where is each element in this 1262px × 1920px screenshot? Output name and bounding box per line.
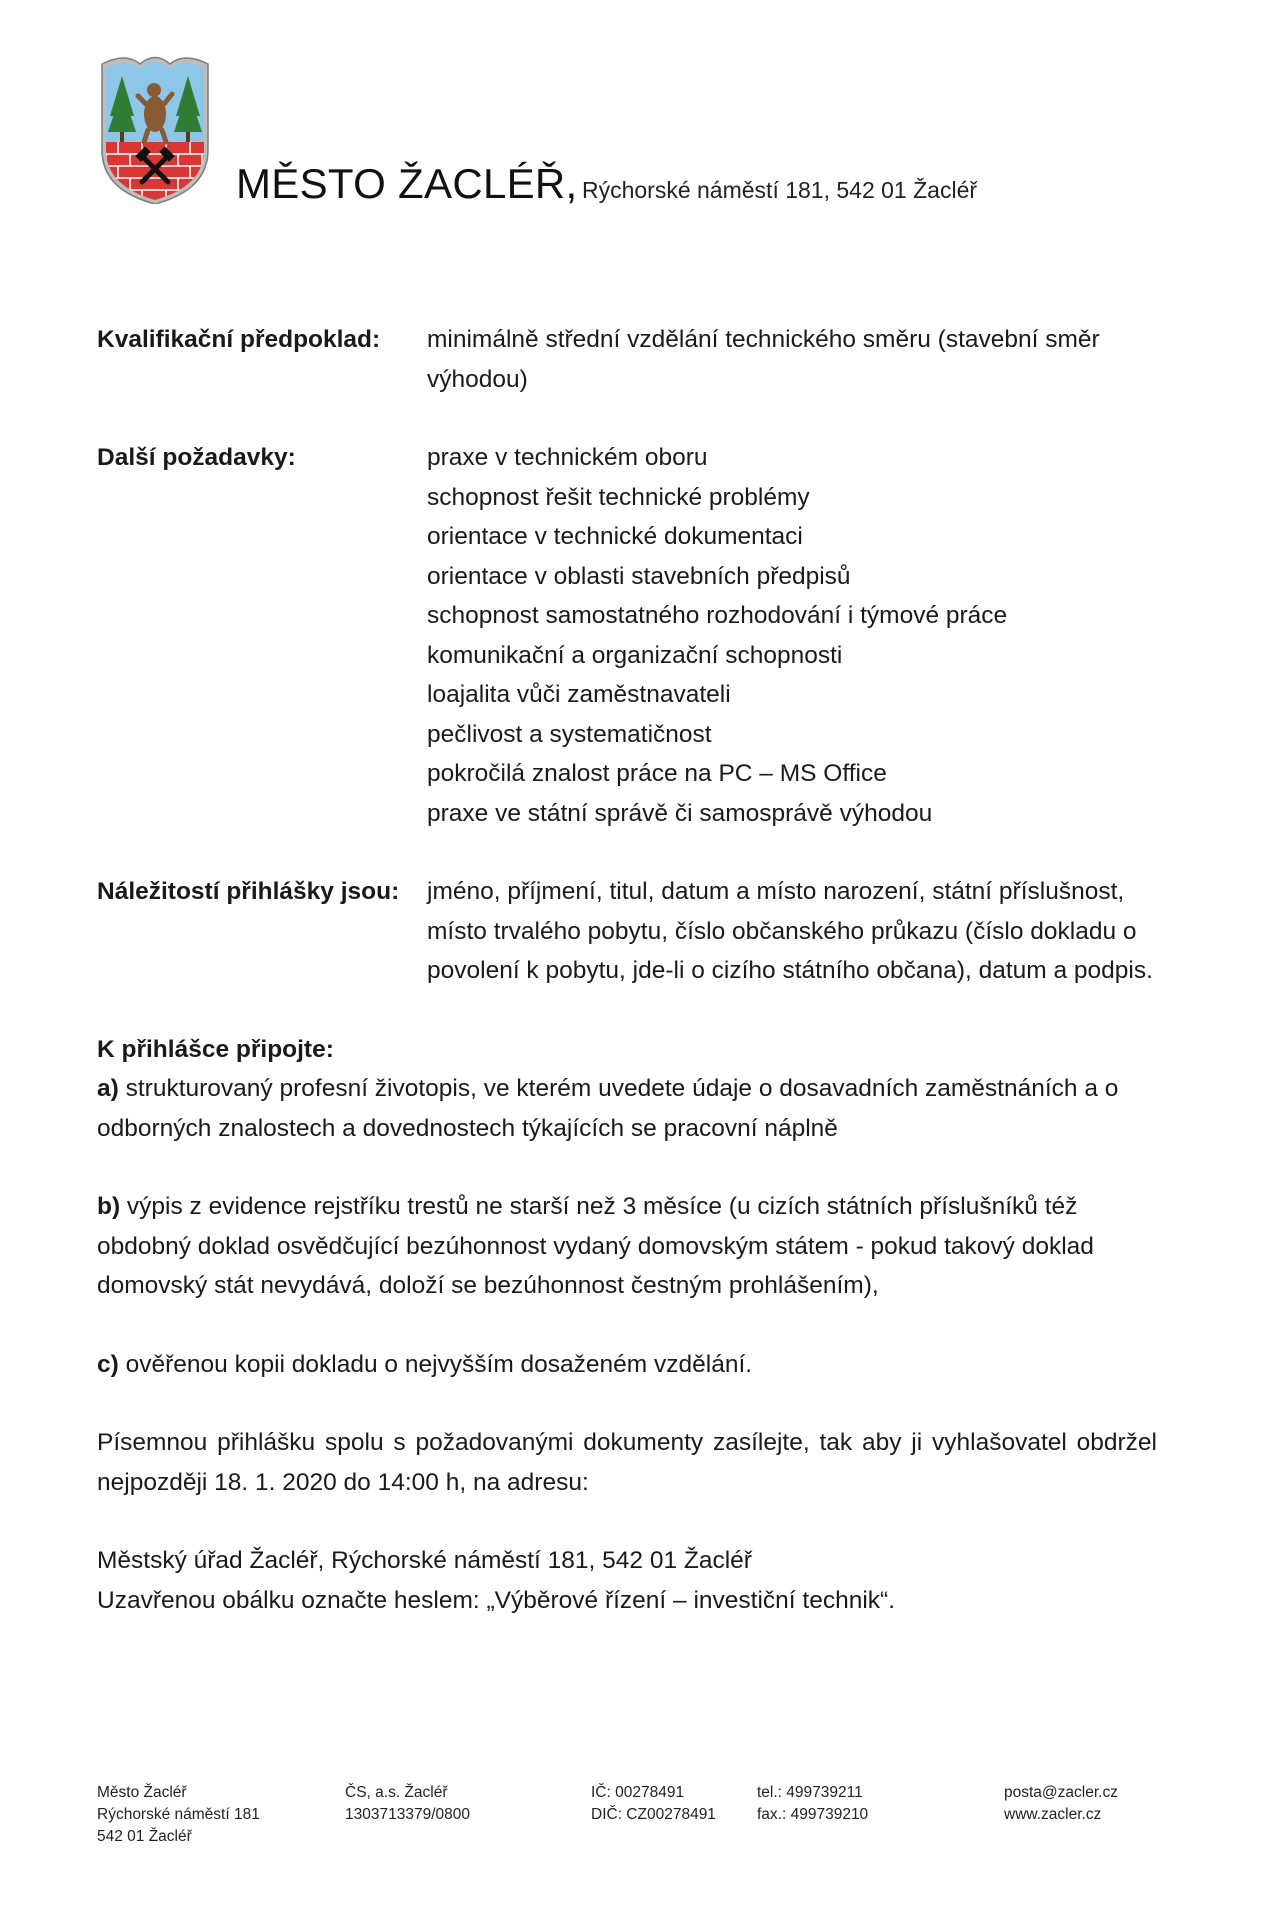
footer-line: ČS, a.s. Žacléř (345, 1784, 448, 1801)
city-name: MĚSTO ŽACLÉŘ, (236, 160, 578, 207)
attachment-b-text: výpis z evidence rejstříku trestů ne starší než 3 měsíce (u cizích státních příslušníků též obdobný doklad osvědčující bezúhonnost vydaný domovským státem - pokud takový doklad domovský stát nevydává, doloží se bezúhonnost čestným prohlášením), (97, 1193, 1094, 1299)
footer-line: 1303713379/0800 (345, 1806, 470, 1823)
other-requirements-list (427, 438, 1157, 833)
attachment-a-marker: a) (97, 1075, 119, 1102)
qualification-label: Kvalifikační předpoklad: (97, 326, 381, 353)
footer-web (1004, 1782, 1118, 1826)
attachment-b-marker: b) (97, 1193, 121, 1220)
list-item: schopnost řešit technické problémy (427, 483, 810, 511)
footer-phones (757, 1782, 868, 1826)
qualification-value: minimálně střední vzdělání technického směru (stavební směr výhodou) (427, 326, 1100, 393)
attachment-b (97, 1187, 1157, 1306)
list-item: pečlivost a systematičnost (427, 720, 712, 748)
footer-line: Město Žacléř (97, 1784, 187, 1801)
document-body (97, 320, 1157, 1620)
qualification-row (97, 320, 1157, 399)
list-item: praxe ve státní správě či samosprávě výhodou (427, 799, 933, 827)
footer-line: DIČ: CZ00278491 (591, 1806, 716, 1823)
envelope-instruction: Uzavřenou obálku označte heslem: „Výběrové řízení – investiční technik“. (97, 1586, 896, 1614)
footer-line: IČ: 00278491 (591, 1784, 685, 1801)
submission-address: Městský úřad Žacléř, Rýchorské náměstí 181, 542 01 Žacléř (97, 1547, 752, 1574)
application-details-label: Náležitostí přihlášky jsou: (97, 878, 400, 905)
submission-text: Písemnou přihlášku spolu s požadovanými dokumenty zasílejte, tak aby ji vyhlašovatel obdržel nejpozději 18. 1. 2020 do 14:00 h, na adresu: (97, 1429, 1157, 1496)
footer-line: tel.: 499739211 (757, 1784, 863, 1801)
footer-line: fax.: 499739210 (757, 1806, 869, 1823)
attachment-a-text: strukturovaný profesní životopis, ve kterém uvedete údaje o dosavadních zaměstnáních a o odborných znalostech a dovednostech týkajících se pracovní náplně (97, 1075, 1119, 1142)
letterhead (236, 160, 977, 208)
list-item: praxe v technickém oboru (427, 444, 708, 471)
footer-bank (345, 1782, 470, 1826)
other-requirements-row (97, 438, 1157, 833)
attachments-section (97, 1030, 1157, 1385)
city-address: Rýchorské náměstí 181, 542 01 Žacléř (581, 177, 978, 203)
attachment-c-text: ověřenou kopii dokladu o nejvyšším dosaženém vzdělání. (118, 1350, 753, 1378)
attachments-title: K přihlášce připojte: (97, 1035, 334, 1063)
footer-line: Rýchorské náměstí 181 (97, 1806, 260, 1823)
list-item: orientace v technické dokumentaci (427, 523, 803, 550)
attachment-a (97, 1069, 1157, 1148)
list-item: komunikační a organizační schopnosti (427, 641, 843, 669)
submission-section (97, 1423, 1157, 1620)
submission-address-block (97, 1541, 1157, 1620)
list-item: loajalita vůči zaměstnavateli (427, 681, 731, 708)
attachment-c (97, 1345, 1157, 1385)
attachment-c-marker: c) (97, 1350, 119, 1378)
footer-website[interactable]: www.zacler.cz (1004, 1806, 1102, 1823)
list-item: pokročilá znalost práce na PC – MS Office (427, 760, 887, 787)
footer-line: 542 01 Žacléř (97, 1828, 192, 1845)
list-item: orientace v oblasti stavebních předpisů (427, 562, 851, 590)
application-details-value: jméno, příjmení, titul, datum a místo narození, státní příslušnost, místo trvalého pobytu, číslo občanského průkazu (číslo dokladu o povolení k pobytu, jde-li o cizího státního občana), datum a podpis. (427, 878, 1153, 984)
other-requirements-label: Další požadavky: (97, 444, 296, 471)
application-details-row (97, 872, 1157, 991)
footer-org (97, 1782, 260, 1848)
footer-email[interactable]: posta@zacler.cz (1004, 1784, 1118, 1801)
coat-of-arms-logo (96, 54, 214, 204)
footer-ids (591, 1782, 716, 1826)
list-item: schopnost samostatného rozhodování i týmové práce (427, 602, 1008, 629)
